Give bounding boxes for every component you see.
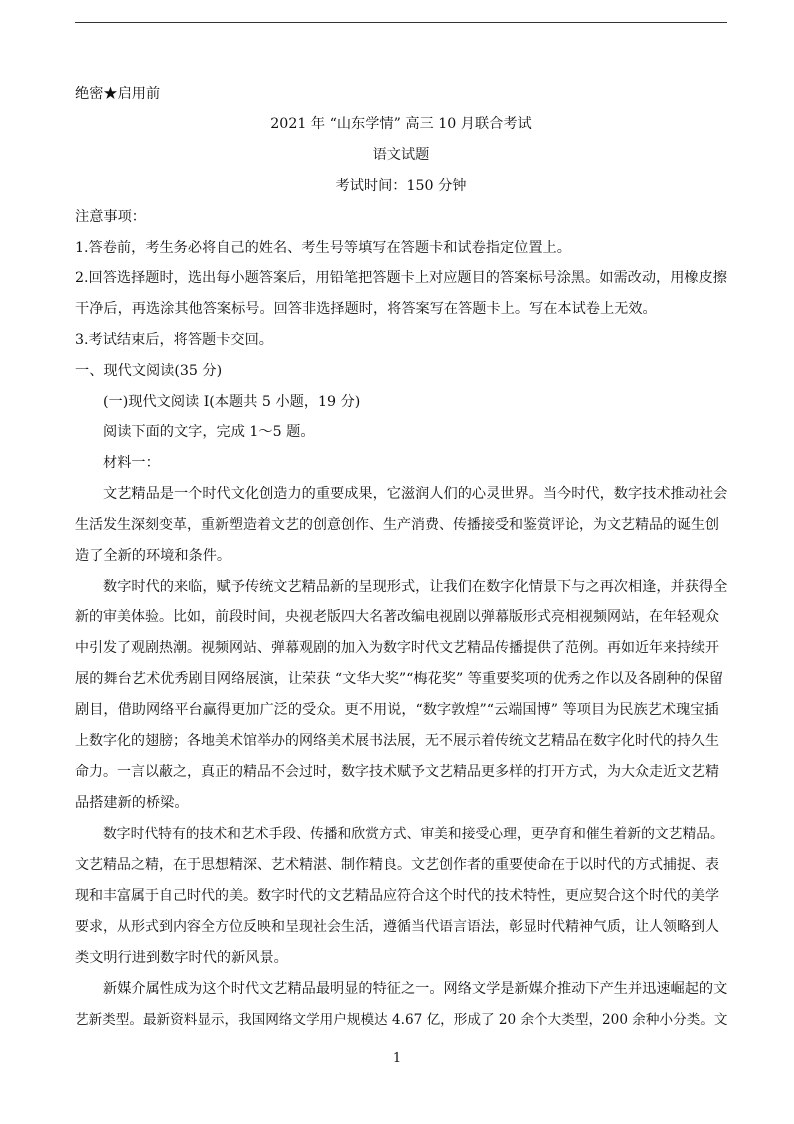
body-line: 上数字化的翅膀；各地美术馆举办的网络美术展书法展，无不展示着传统文艺精品在数字化时代的持久生 xyxy=(75,733,719,749)
material-label: 材料一： xyxy=(103,455,160,471)
section-subtitle: (一)现代文阅读 I(本题共 5 小题，19 分) xyxy=(103,394,361,410)
body-line: 剧目，借助网络平台赢得更加广泛的受众。更不用说，“数字敦煌”“云端国博” 等项目为民族艺术瑰宝插 xyxy=(75,702,719,718)
notice-item: 2.回答选择题时，选出每小题答案后，用铅笔把答题卡上对应题目的答案标号涂黑。如需改动，用橡皮擦 xyxy=(75,270,727,286)
body-line: 中引发了观剧热潮。视频网站、弹幕观剧的加入为数字时代文艺精品传播提供了范例。再如近年来持续开 xyxy=(75,640,719,656)
body-line: 品搭建新的桥梁。 xyxy=(75,795,189,811)
body-line: 数字时代特有的技术和艺术手段、传播和欣赏方式、审美和接受心理，更孕育和催生着新的文艺精品。 xyxy=(103,826,724,842)
body-line: 新的审美体验。比如，前段时间，央视老版四大名著改编电视剧以弹幕版形式亮相视频网站，在年轻观众 xyxy=(75,609,719,625)
body-line: 文艺精品之精，在于思想精深、艺术精湛、制作精良。文艺创作者的重要使命在于以时代的方式捕捉、表 xyxy=(75,857,719,873)
exam-title: 2021 年 “山东学情” 高三 10 月联合考试 xyxy=(270,116,532,132)
body-line: 生活发生深刻变革，重新塑造着文艺的创意创作、生产消费、传播接受和鉴赏评论，为文艺精品的诞生创 xyxy=(75,517,719,533)
notice-item: 干净后，再选涂其他答案标号。回答非选择题时，将答案写在答题卡上。写在本试卷上无效。 xyxy=(75,301,657,317)
body-line: 数字时代的来临，赋予传统文艺精品新的呈现形式，让我们在数字化情景下与之再次相逢，并获得全 xyxy=(103,579,727,595)
body-line: 命力。一言以蔽之，真正的精品不会过时，数字技术赋予文艺精品更多样的打开方式，为大众走近文艺精 xyxy=(75,764,719,780)
body-line: 文艺精品是一个时代文化创造力的重要成果，它滋润人们的心灵世界。当今时代，数字技术推动社会 xyxy=(103,486,727,502)
subject-title: 语文试题 xyxy=(372,147,430,163)
notice-item: 3.考试结束后，将答题卡交回。 xyxy=(75,332,273,348)
body-line: 类文明行进到数字时代的新风景。 xyxy=(75,950,288,966)
body-line: 造了全新的环境和条件。 xyxy=(75,548,232,564)
page-number: 1 xyxy=(392,1051,402,1066)
body-line: 艺新类型。最新资料显示，我国网络文学用户规模达 4.67 亿，形成了 20 余个大类型，200 余种小分类。文 xyxy=(75,1012,727,1028)
body-line: 要求，从形式到内容全方位反映和呈现社会生活，遵循当代语言语法，彰显时代精神气质，让人领略到人 xyxy=(75,919,719,935)
exam-duration: 考试时间：150 分钟 xyxy=(335,178,467,194)
notice-item: 1.答卷前，考生务必将自己的姓名、考生号等填写在答题卡和试卷指定位置上。 xyxy=(75,240,571,256)
secret-label: 绝密★启用前 xyxy=(75,86,161,102)
header-rule xyxy=(75,22,727,23)
reading-instruction: 阅读下面的文字，完成 1～5 题。 xyxy=(103,424,315,440)
section-title: 一、现代文阅读(35 分) xyxy=(75,363,223,379)
body-line: 新媒介属性成为这个时代文艺精品最明显的特征之一。网络文学是新媒介推动下产生并迅速崛起的文 xyxy=(103,981,727,997)
body-line: 展的舞台艺术优秀剧目网络展演，让荣获 “文华大奖”“梅花奖” 等重要奖项的优秀之作以及各剧种的保留 xyxy=(75,671,724,687)
notice-heading: 注意事项： xyxy=(75,209,146,225)
body-line: 现和丰富属于自己时代的美。数字时代的文艺精品应符合这个时代的技术特性，更应契合这个时代的美学 xyxy=(75,888,719,904)
